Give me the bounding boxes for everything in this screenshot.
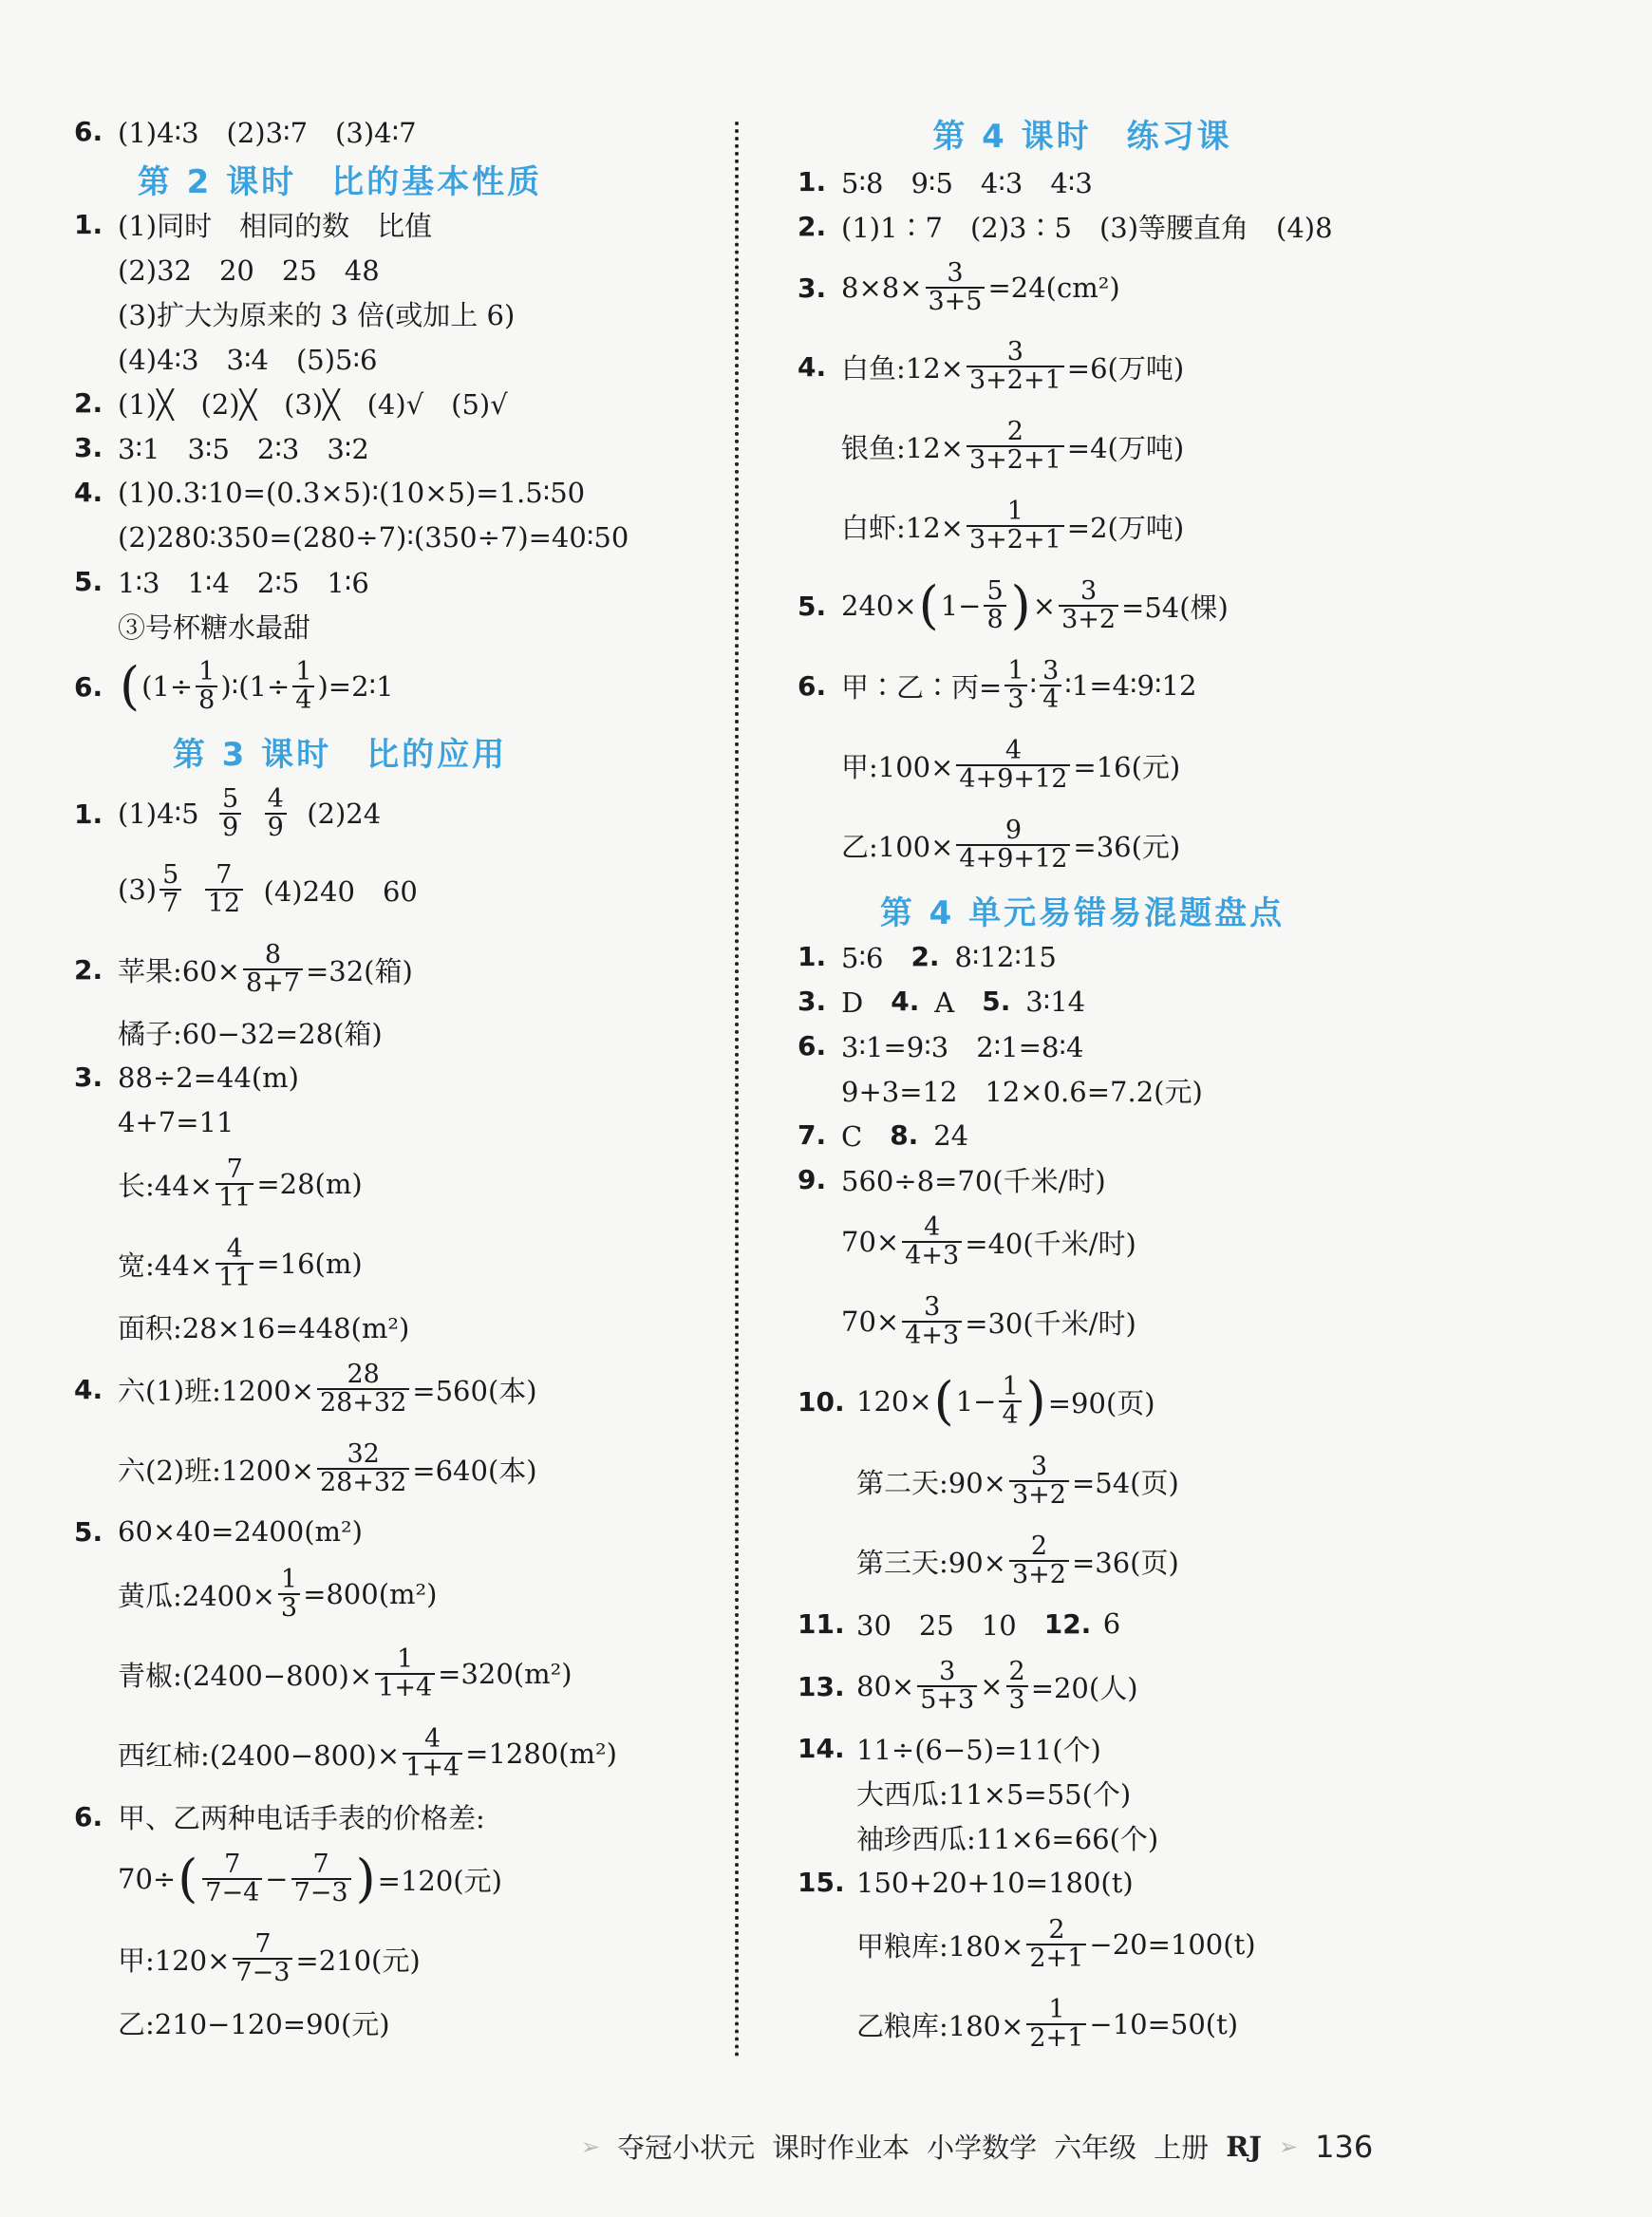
- answer-line: 3. 3∶1 3∶5 2∶3 3∶2: [74, 432, 369, 465]
- answer-line: 2. 苹果:60× $\frac{8}{8+7}$ =32(箱): [74, 939, 413, 998]
- answer-line: 13. 80× $\frac{3}{5+3}$ × $\frac{2}{3}$ =20(人): [798, 1656, 1138, 1715]
- fraction: $\frac{3}{3+2}$: [1009, 1454, 1069, 1510]
- answer-line: 六(2)班:1200× $\frac{32}{28+32}$ =640(本): [118, 1438, 537, 1497]
- paren-open: (: [933, 1371, 954, 1431]
- answer-line: 长:44× $\frac{7}{11}$ =28(m): [118, 1154, 363, 1212]
- fraction: $\frac{3}{3+2+1}$: [967, 339, 1064, 395]
- answer-line: 2. (1)╳ (2)╳ (3)╳ (4)√ (5)√: [74, 387, 508, 421]
- fraction: $\frac{1}{3}$: [278, 1567, 300, 1623]
- answer-line: 4. (1)0.3∶10=(0.3×5)∶(10×5)=1.5∶50: [74, 476, 586, 509]
- section-heading: 第 2 课时 比的基本性质: [137, 162, 543, 201]
- paren-close: ): [1025, 1371, 1046, 1431]
- answer-line: 3. 88÷2=44(m): [74, 1061, 299, 1094]
- answer-line: 5. 240× ( 1− $\frac{5}{8}$ ) × $\frac{3}{3+2}$ =54(棵): [798, 575, 1229, 635]
- fraction: $\frac{5}{9}$: [219, 786, 241, 842]
- fraction: $\frac{2}{3+2+1}$: [967, 419, 1064, 475]
- answer-line: (2)280∶350=(280÷7)∶(350÷7)=40∶50: [118, 520, 629, 554]
- volume: 上册: [1154, 2132, 1210, 2164]
- fraction: $\frac{4}{4+9+12}$: [956, 738, 1070, 794]
- answer-line: 1. 5∶8 9∶5 4∶3 4∶3: [798, 166, 1093, 199]
- answer-line: ③号杯糖水最甜: [118, 611, 311, 644]
- answer-line: 14. 11÷(6−5)=11(个): [798, 1733, 1101, 1766]
- fraction: $\frac{5}{7}$: [160, 862, 181, 918]
- fraction: $\frac{4}{1+4}$: [403, 1726, 462, 1782]
- fraction: $\frac{1}{4}$: [999, 1374, 1021, 1430]
- answer-line: 6. 甲∶乙∶丙= $\frac{1}{3}$ ∶ $\frac{3}{4}$ ∶1=4∶9∶12: [798, 655, 1197, 714]
- answer-line: 袖珍西瓜:11×6=66(个): [856, 1823, 1159, 1855]
- fraction: $\frac{8}{8+7}$: [243, 942, 303, 998]
- answer-line: (3)扩大为原来的 3 倍(或加上 6): [118, 299, 516, 331]
- paren-open: (: [178, 1849, 198, 1908]
- answer-line: 6. 甲、乙两种电话手表的价格差:: [74, 1800, 485, 1834]
- fraction: $\frac{4}{9}$: [265, 786, 287, 842]
- fraction: $\frac{2}{3+2}$: [1009, 1533, 1069, 1589]
- arrow-icon: ➢: [1279, 2132, 1299, 2160]
- answer-line: 3. 8×8× $\frac{3}{3+5}$ =24(cm²): [798, 257, 1120, 316]
- book-title: 课时作业本: [772, 2132, 910, 2164]
- answer-line: 70× $\frac{3}{4+3}$ =30(千米/时): [841, 1291, 1136, 1350]
- answer-line: 2. (1)1∶7 (2)3∶5 (3)等腰直角 (4)8: [798, 211, 1333, 244]
- paren-close: ): [355, 1849, 376, 1908]
- fraction: $\frac{1}{3+2+1}$: [967, 498, 1064, 554]
- answer-line: 6. ( (1÷ $\frac{1}{8}$ )∶(1÷ $\frac{1}{4}$ )=2∶1: [74, 656, 394, 716]
- grade: 六年级: [1054, 2132, 1137, 2164]
- answer-line: 4. 白鱼:12× $\frac{3}{3+2+1}$ =6(万吨): [798, 336, 1185, 395]
- answer-line: 甲粮库:180× $\frac{2}{2+1}$ −20=100(t): [856, 1914, 1256, 1973]
- answer-line: 第三天:90× $\frac{2}{3+2}$ =36(页): [856, 1531, 1179, 1589]
- fraction: $\frac{2}{2+1}$: [1026, 1917, 1086, 1973]
- fraction: $\frac{3}{5+3}$: [917, 1659, 977, 1715]
- answer-line: 1. (1)同时 相同的数 比值: [74, 208, 433, 242]
- answer-line: 70÷ ( $\frac{7}{7-4}$ − $\frac{7}{7-3}$ ) =120(元): [118, 1849, 502, 1908]
- answer-line: 15. 150+20+10=180(t): [798, 1866, 1134, 1899]
- fraction: $\frac{5}{8}$: [984, 578, 1005, 634]
- fraction: $\frac{1}{3}$: [1004, 658, 1026, 714]
- answer-line: 6. 3∶1=9∶3 2∶1=8∶4: [798, 1030, 1084, 1063]
- answer-line: 第二天:90× $\frac{3}{3+2}$ =54(页): [856, 1451, 1179, 1510]
- fraction: $\frac{3}{4+3}$: [902, 1294, 962, 1350]
- paren-open: (: [120, 656, 141, 716]
- answer-line: 甲:100× $\frac{4}{4+9+12}$ =16(元): [841, 735, 1181, 794]
- answer-line: 4+7=11: [118, 1105, 235, 1138]
- arrow-icon: ➢: [581, 2132, 601, 2160]
- section-heading: 第 3 课时 比的应用: [172, 735, 508, 774]
- fraction: $\frac{7}{11}$: [216, 1156, 253, 1212]
- answer-line: 乙:210−120=90(元): [118, 2007, 390, 2040]
- page-footer: [581, 2127, 1373, 2166]
- answer-line: 面积:28×16=448(m²): [118, 1311, 410, 1344]
- fraction: $\frac{1}{2+1}$: [1026, 1997, 1086, 2053]
- answer-line: 乙粮库:180× $\frac{1}{2+1}$ −10=50(t): [856, 1994, 1239, 2053]
- answer-line: 1. 5∶6 2. 8∶12∶15: [798, 940, 1057, 974]
- answer-line: 5. 1∶3 1∶4 2∶5 1∶6: [74, 566, 369, 599]
- fraction: $\frac{7}{12}$: [205, 862, 243, 918]
- fraction: $\frac{32}{28+32}$: [317, 1441, 409, 1497]
- answer-line: 大西瓜:11×5=55(个): [856, 1778, 1132, 1811]
- answer-line: (4)4∶3 3∶4 (5)5∶6: [118, 344, 378, 376]
- answer-line: 10. 120× ( 1− $\frac{1}{4}$ ) =90(页): [798, 1371, 1155, 1431]
- left-column: [74, 106, 710, 2046]
- answer-line: 西红柿:(2400−800)× $\frac{4}{1+4}$ =1280(m²): [118, 1723, 617, 1782]
- section-heading: 第 4 课时 练习课: [932, 117, 1232, 156]
- fraction: $\frac{3}{4}$: [1040, 658, 1061, 714]
- page-number: 136: [1315, 2128, 1374, 2165]
- fraction: $\frac{3}{3+2}$: [1059, 578, 1118, 634]
- answer-line: (2)32 20 25 48: [118, 254, 380, 287]
- answer-line: 乙:100× $\frac{9}{4+9+12}$ =36(元): [841, 815, 1181, 874]
- fraction: $\frac{7}{7-4}$: [202, 1851, 262, 1907]
- fraction: $\frac{3}{3+5}$: [926, 260, 986, 316]
- answer-line: 70× $\frac{4}{4+3}$ =40(千米/时): [841, 1212, 1136, 1270]
- edition: RJ: [1226, 2130, 1263, 2163]
- answer-line: 青椒:(2400−800)× $\frac{1}{1+4}$ =320(m²): [118, 1644, 573, 1702]
- answer-line: 3. D 4. A 5. 3∶14: [798, 985, 1086, 1019]
- answer-line: 1. (1)4∶5 $\frac{5}{9}$ $\frac{4}{9}$ (2)24: [74, 783, 382, 842]
- fraction: $\frac{1}{4}$: [292, 659, 314, 715]
- answer-line: 9+3=12 12×0.6=7.2(元): [841, 1076, 1203, 1108]
- answer-line: 黄瓜:2400× $\frac{1}{3}$ =800(m²): [118, 1564, 438, 1623]
- paren-open: (: [918, 575, 939, 635]
- column-divider: [735, 122, 739, 2058]
- brand-name: 夺冠小状元: [617, 2132, 756, 2164]
- answer-line: 9. 560÷8=70(千米/时): [798, 1164, 1106, 1197]
- paren-close: ): [1010, 575, 1031, 635]
- fraction: $\frac{4}{4+3}$: [902, 1214, 962, 1270]
- answer-line: 5. 60×40=2400(m²): [74, 1515, 363, 1548]
- answer-line: 白虾:12× $\frac{1}{3+2+1}$ =2(万吨): [841, 496, 1185, 554]
- subject: 小学数学: [927, 2132, 1038, 2164]
- fraction: $\frac{2}{3}$: [1006, 1659, 1028, 1715]
- answer-line: 银鱼:12× $\frac{2}{3+2+1}$ =4(万吨): [841, 416, 1185, 475]
- answer-line: 7. C 8. 24: [798, 1118, 969, 1153]
- section-heading: 第 4 单元易错易混题盘点: [879, 893, 1286, 932]
- fraction: $\frac{9}{4+9+12}$: [956, 817, 1070, 874]
- answer-line: 6. (1)4∶3 (2)3∶7 (3)4∶7: [74, 115, 417, 149]
- fraction: $\frac{28}{28+32}$: [317, 1362, 409, 1418]
- fraction: $\frac{1}{1+4}$: [375, 1646, 435, 1702]
- fraction: $\frac{7}{7-3}$: [291, 1851, 351, 1907]
- answer-line: 橘子:60−32=28(箱): [118, 1017, 383, 1050]
- right-column: [798, 106, 1443, 2064]
- answer-line: 11. 30 25 10 12. 6: [798, 1607, 1121, 1642]
- fraction: $\frac{7}{7-3}$: [233, 1931, 292, 1987]
- answer-line: 甲:120× $\frac{7}{7-3}$ =210(元): [118, 1928, 421, 1987]
- fraction: $\frac{1}{8}$: [196, 659, 217, 715]
- answer-line: 宽:44× $\frac{4}{11}$ =16(m): [118, 1233, 363, 1292]
- answer-line: 4. 六(1)班:1200× $\frac{28}{28+32}$ =560(本): [74, 1359, 537, 1418]
- fraction: $\frac{4}{11}$: [216, 1236, 253, 1292]
- answer-line: (3) $\frac{5}{7}$ $\frac{7}{12}$ (4)240 60: [118, 859, 418, 918]
